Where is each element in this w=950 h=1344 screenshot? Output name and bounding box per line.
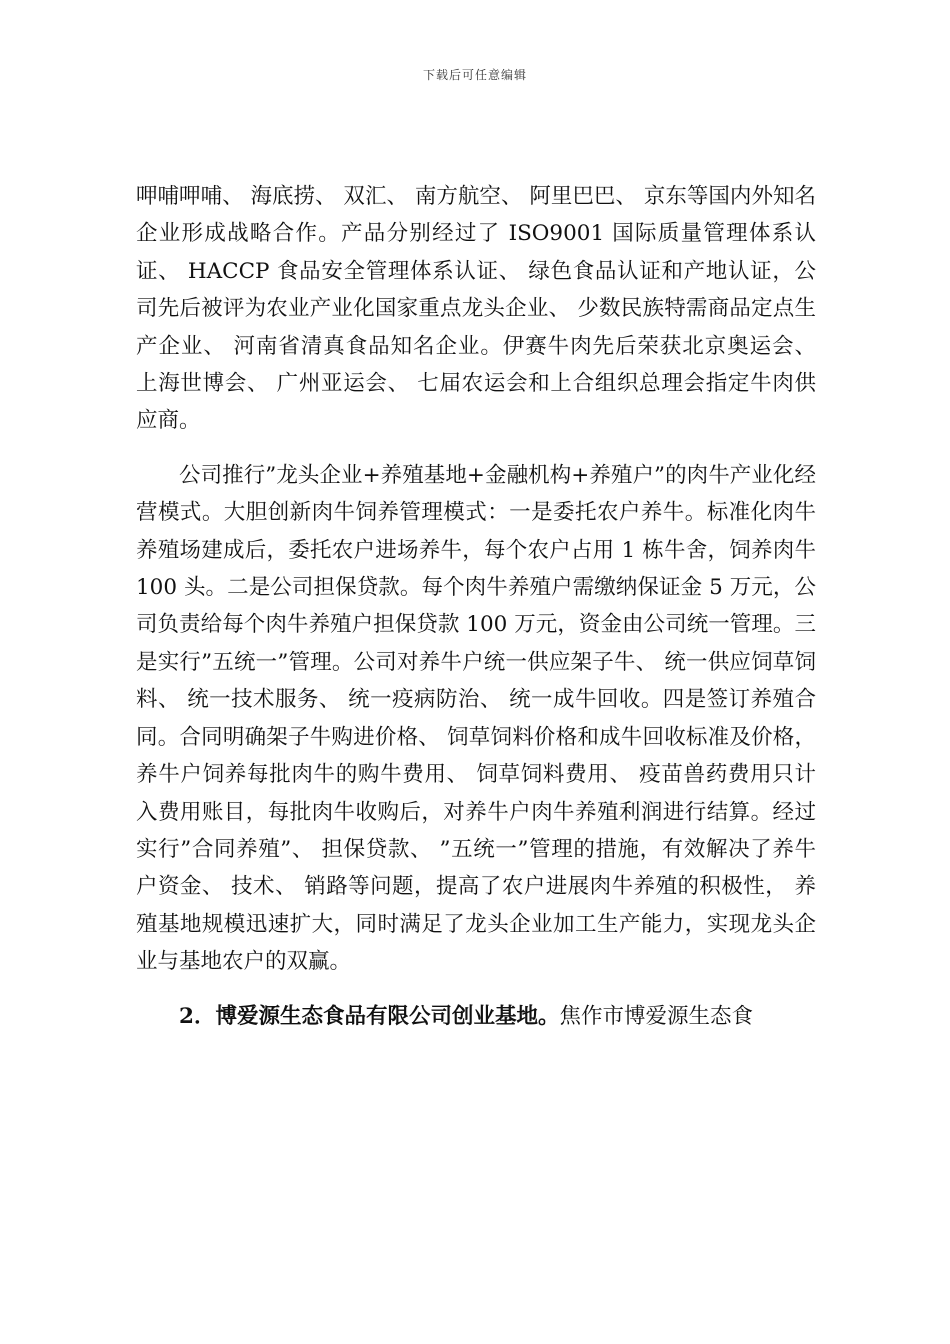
document-body (136, 178, 816, 1035)
paragraph-section-2 (136, 998, 816, 1035)
paragraph-business-model: 公司推行”龙头企业+养殖基地+金融机构+养殖户”的肉牛产业化经营模式。大胆创新肉牛饲养管理模式：一是委托农户养牛。标准化肉牛养殖场建成后，委托农户进场养牛，每个农户占用 1 栋牛舍，饲养肉牛 100 头。二是公司担保贷款。每个肉牛养殖户需缴纳保证金 5 万元，公司负责给每个肉牛养殖户担保贷款 100 万元，资金由公司统一管理。三是实行”五统一”管理。公司对养牛户统一供应架子牛、 统一供应饲草饲料、 统一技术服务、 统一疫病防治、 统一成牛回收。四是签订养殖合同。合同明确架子牛购进价格、 饲草饲料价格和成牛回收标准及价格，养牛户饲养每批肉牛的购牛费用、 饲草饲料费用、 疫苗兽药费用只计入费用账目，每批肉牛收购后，对养牛户肉牛养殖利润进行结算。经过实行”合同养殖”、 担保贷款、 ”五统一”管理的措施，有效解决了养牛户资金、 技术、 销路等问题，提高了农户进展肉牛养殖的积极性， 养殖基地规模迅速扩大，同时满足了龙头企业加工生产能力，实现龙头企业与基地农户的双赢。 (136, 462, 816, 975)
section-2-heading: 2．博爱源生态食品有限公司创业基地。 (179, 1003, 560, 1029)
paragraph-partners-certifications: 呷哺呷哺、 海底捞、 双汇、 南方航空、 阿里巴巴、 京东等国内外知名企业形成战略合作。产品分别经过了 ISO9001 国际质量管理体系认证、 HACCP 食品安全管理体系认证、 绿色食品认证和产地认证，公司先后被评为农业产业化国家重点龙头企业、 少数民族特需商品定点生产企业、 河南省清真食品知名企业。伊赛牛肉先后荣获北京奥运会、 上海世博会、 广州亚运会、 七届农运会和上合组织总理会指定牛肉供应商。 (136, 184, 816, 434)
header-note: 下载后可任意编辑 (422, 68, 527, 82)
section-2-text: 焦作市博爱源生态食 (559, 1003, 753, 1029)
